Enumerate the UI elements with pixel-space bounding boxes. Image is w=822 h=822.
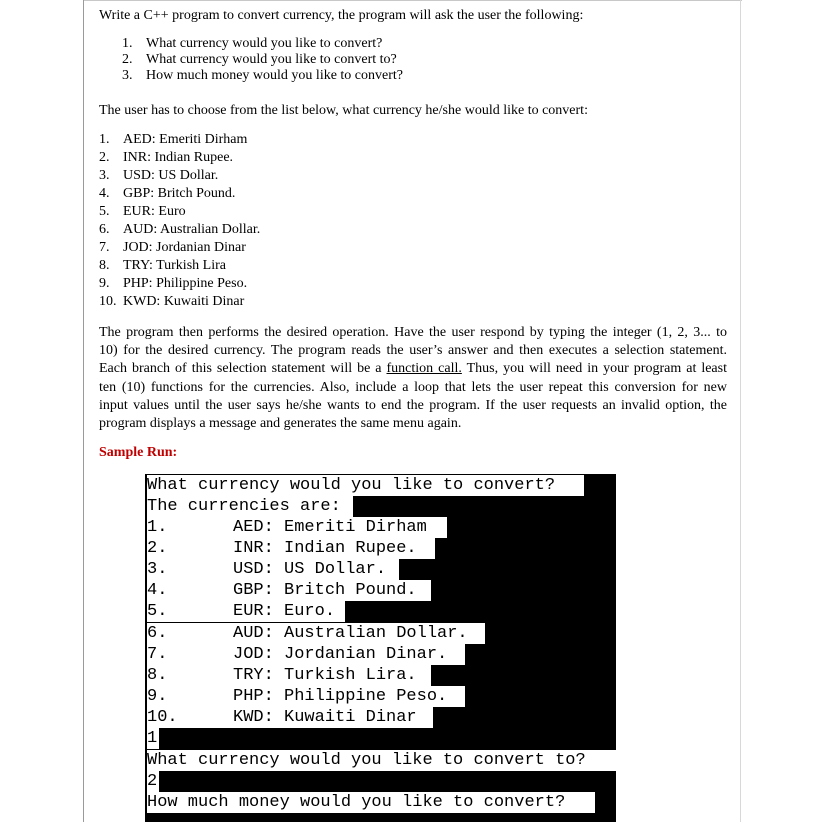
console-option-number: 1. (147, 518, 168, 537)
list-number: 3. (122, 68, 133, 83)
currency-text: AED: Emeriti Dirham (123, 132, 248, 147)
paragraph-line: The program then performs the desired operation. Have the user respond by typing the integer (1, 2, 3... to (99, 325, 727, 340)
list-number: 1. (122, 36, 133, 51)
list-item (99, 149, 260, 167)
console-option-number: 6. (147, 624, 168, 643)
sample-run-label: Sample Run: (99, 445, 178, 460)
paragraph-line: input values until the user says he/she wants to end the program. If the user requests an invalid option, the (99, 397, 727, 413)
list-number: 4. (99, 186, 110, 201)
console-option-text: GBP: Britch Pound. (233, 581, 417, 600)
currency-text: JOD: Jordanian Dinar (123, 240, 246, 255)
currency-text: INR: Indian Rupee. (123, 150, 234, 165)
currency-text: KWD: Kuwaiti Dinar (123, 294, 245, 309)
list-number: 1. (99, 132, 110, 147)
list-number: 3. (99, 168, 110, 183)
list-number: 6. (99, 222, 110, 237)
intro-text: Write a C++ program to convert currency, the program will ask the user the following: (99, 8, 584, 23)
currency-text: PHP: Philippine Peso. (123, 276, 248, 291)
instructions-paragraph (99, 324, 727, 433)
list-item (99, 185, 260, 203)
console-option-number: 3. (147, 560, 168, 579)
question-text: How much money would you like to convert? (146, 68, 404, 83)
currency-text: GBP: Britch Pound. (123, 186, 236, 201)
list-item (99, 239, 260, 257)
console-line: What currency would you like to convert? (147, 475, 584, 496)
choose-text: The user has to choose from the list below, what currency he/she would like to convert: (99, 103, 588, 118)
console-option-number: 9. (147, 687, 168, 706)
list-item (99, 203, 260, 221)
list-item (99, 275, 260, 293)
console-option-text: TRY: Turkish Lira. (233, 666, 417, 685)
console-output (145, 474, 616, 822)
currency-text: EUR: Euro (123, 204, 186, 219)
page-left-border (83, 0, 84, 822)
paragraph-text: Thus, you will need in your program at least (461, 361, 727, 377)
list-number: 8. (99, 258, 110, 273)
console-option-number: 8. (147, 666, 168, 685)
console-option-text: EUR: Euro. (233, 602, 336, 621)
console-option-text: JOD: Jordanian Dinar. (233, 645, 448, 664)
list-item (122, 52, 403, 68)
console-line: How much money would you like to convert? (147, 792, 595, 813)
currency-list (99, 131, 260, 311)
console-option (147, 644, 465, 665)
console-user-input: 2 (147, 772, 158, 791)
console-option (147, 559, 399, 580)
list-item (99, 167, 260, 185)
list-item (99, 131, 260, 149)
console-option (147, 538, 435, 559)
console-option-number: 5. (147, 602, 168, 621)
list-number: 7. (99, 240, 110, 255)
page-right-border (740, 0, 741, 822)
list-number: 2. (122, 52, 133, 67)
console-line: What currency would you like to convert to? (147, 750, 616, 771)
console-option-text: AUD: Australian Dollar. (233, 624, 468, 643)
console-option (147, 707, 433, 728)
question-list (122, 36, 403, 84)
currency-text: TRY: Turkish Lira (123, 258, 226, 273)
console-option-text: USD: US Dollar. (233, 560, 387, 579)
console-option (147, 580, 431, 601)
paragraph-line: ten (10) functions for the currencies. Also, include a loop that lets the user repeat this conversion for new (99, 379, 727, 395)
list-number: 5. (99, 204, 110, 219)
page-top-border (84, 0, 742, 1)
list-number: 2. (99, 150, 110, 165)
console-option-text: AED: Emeriti Dirham (233, 518, 427, 537)
list-item (99, 293, 260, 311)
paragraph-line (99, 360, 727, 378)
console-option-number: 7. (147, 645, 168, 664)
console-option-number: 4. (147, 581, 168, 600)
list-item (99, 221, 260, 239)
console-line: The currencies are: (147, 496, 353, 517)
list-number: 9. (99, 276, 110, 291)
console-option (147, 623, 485, 644)
question-text: What currency would you like to convert? (146, 36, 383, 51)
list-item (99, 257, 260, 275)
paragraph-line: 10) for the desired currency. The program reads the user’s answer and then executes a selection statement. (99, 343, 727, 359)
list-item (122, 36, 403, 52)
paragraph-line: program displays a message and generates the same menu again. (99, 416, 462, 432)
console-option (147, 686, 465, 707)
console-option-text: PHP: Philippine Peso. (233, 687, 448, 706)
paragraph-text: Each branch of this selection statement will be a (99, 361, 387, 377)
console-user-input: 1 (147, 729, 158, 748)
console-option (147, 601, 345, 622)
console-option (147, 517, 447, 538)
console-option (147, 665, 431, 686)
currency-text: AUD: Australian Dollar. (123, 222, 261, 237)
console-option-number: 2. (147, 539, 168, 558)
list-number: 10. (99, 294, 117, 309)
list-item (122, 68, 403, 84)
console-option-text: KWD: Kuwaiti Dinar (233, 708, 417, 727)
console-option-number: 10. (147, 708, 178, 727)
console-option-text: INR: Indian Rupee. (233, 539, 417, 558)
function-call-underlined: function call. (386, 361, 462, 377)
question-text: What currency would you like to convert to? (146, 52, 397, 67)
currency-text: USD: US Dollar. (123, 168, 219, 183)
